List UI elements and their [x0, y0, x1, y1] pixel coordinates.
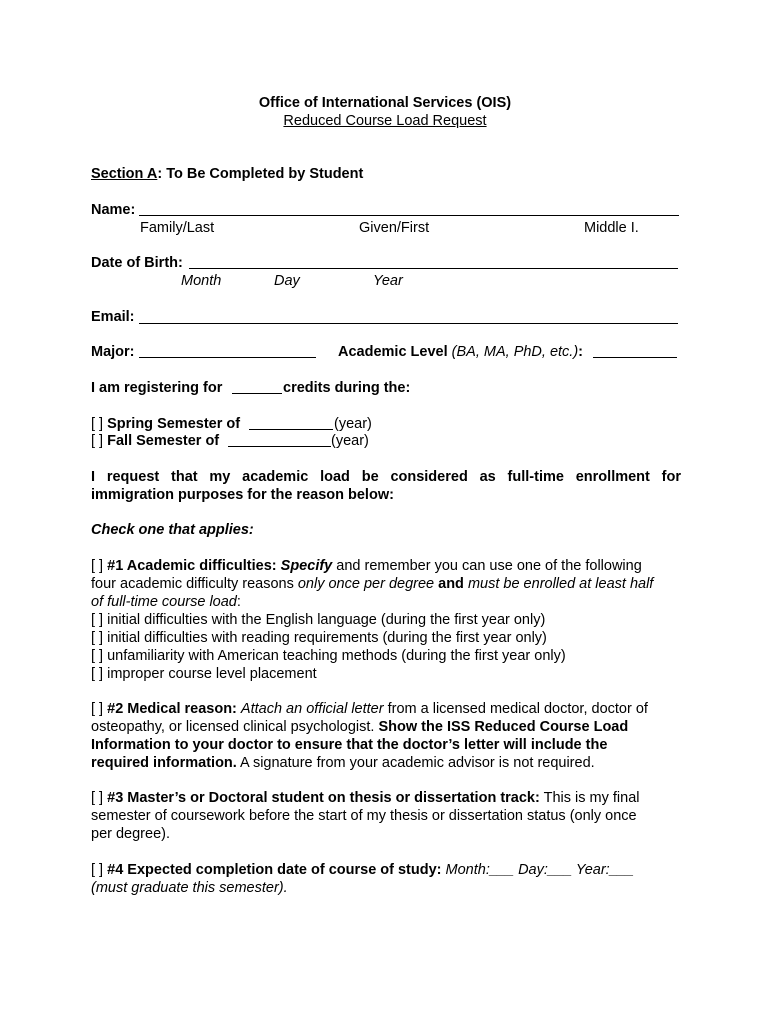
academic-reason-english[interactable]: [ ] initial difficulties with the English language (during the first year only)	[91, 612, 546, 628]
email-label: Email:	[91, 309, 135, 325]
dob-label: Date of Birth:	[91, 255, 183, 271]
request-line-1: I request that my academic load be considered as full-time enrollment for	[91, 469, 681, 485]
dob-field[interactable]	[189, 268, 678, 269]
credits-line: I am registering for	[91, 380, 223, 396]
form-title: Reduced Course Load Request	[283, 113, 487, 129]
dob-month-caption: Month	[181, 273, 222, 289]
option-1-academic: [ ] #1 Academic difficulties: Specify and remember you can use one of the following four academic difficulty reasons only once per degree and must be enrolled at least half of full-time course load: [ ] initial difficulties with the English language (during the first year only) [ ] initial difficulties with reading requirements (during the first year only) [ ] unfamiliarity with American teaching methods (during the first year only) [ ] improper course level placement	[91, 557, 681, 683]
academic-level-label: Academic Level (BA, MA, PhD, etc.):	[338, 344, 583, 360]
name-given-caption: Given/First	[359, 220, 430, 236]
fall-year-field[interactable]	[228, 446, 331, 447]
dob-day-caption: Day	[274, 273, 300, 289]
academic-level-field[interactable]	[593, 357, 677, 358]
spring-checkbox[interactable]: [ ]	[91, 416, 108, 432]
credits-suffix: credits during the:	[283, 380, 411, 396]
section-a-heading: Section A: To Be Completed by Student	[91, 166, 364, 182]
academic-reason-teaching-methods[interactable]: [ ] unfamiliarity with American teaching methods (during the first year only)	[91, 648, 566, 664]
dob-year-caption: Year	[373, 273, 403, 289]
major-field[interactable]	[139, 357, 316, 358]
option-3-checkbox[interactable]: [ ]	[91, 790, 108, 806]
option-4-checkbox[interactable]: [ ]	[91, 862, 108, 878]
request-line-2: immigration purposes for the reason below:	[91, 487, 394, 503]
option-4-completion: [ ] #4 Expected completion date of course of study: Month:___ Day:___ Year:___ (must graduate this semester).	[91, 862, 634, 896]
fall-year-caption: (year)	[331, 433, 369, 449]
credits-field[interactable]	[232, 393, 282, 394]
name-field[interactable]	[139, 215, 679, 216]
option-3-thesis: [ ] #3 Master’s or Doctoral student on thesis or dissertation track: This is my final semester of coursework before the start of my thesis or dissertation status (only once per degree).	[91, 790, 640, 842]
email-field[interactable]	[139, 323, 678, 324]
office-title: Office of International Services (OIS)	[258, 95, 512, 111]
name-label: Name:	[91, 202, 136, 218]
spring-semester-option[interactable]: [ ] Spring Semester of	[91, 416, 241, 432]
option-2-medical: [ ] #2 Medical reason: Attach an official letter from a licensed medical doctor, doctor of osteopathy, or licensed clinical psychologist. Show the ISS Reduced Course Load Information to your doctor to ensure that the doctor’s letter will include the required information. A signature from your academic advisor is not required.	[91, 701, 648, 771]
fall-checkbox[interactable]: [ ]	[91, 433, 108, 449]
name-middle-caption: Middle I.	[584, 220, 639, 236]
check-one-instruction: Check one that applies:	[91, 522, 254, 538]
academic-reason-reading[interactable]: [ ] initial difficulties with reading requirements (during the first year only)	[91, 630, 547, 646]
academic-reason-course-placement[interactable]: [ ] improper course level placement	[91, 666, 317, 682]
option-2-checkbox[interactable]: [ ]	[91, 701, 108, 717]
request-statement	[91, 468, 681, 504]
spring-year-field[interactable]	[249, 429, 333, 430]
fall-semester-option[interactable]: [ ] Fall Semester of	[91, 433, 220, 449]
spring-year-caption: (year)	[334, 416, 372, 432]
major-label: Major:	[91, 344, 135, 360]
option-1-checkbox[interactable]: [ ]	[91, 558, 108, 574]
name-family-caption: Family/Last	[140, 220, 215, 236]
